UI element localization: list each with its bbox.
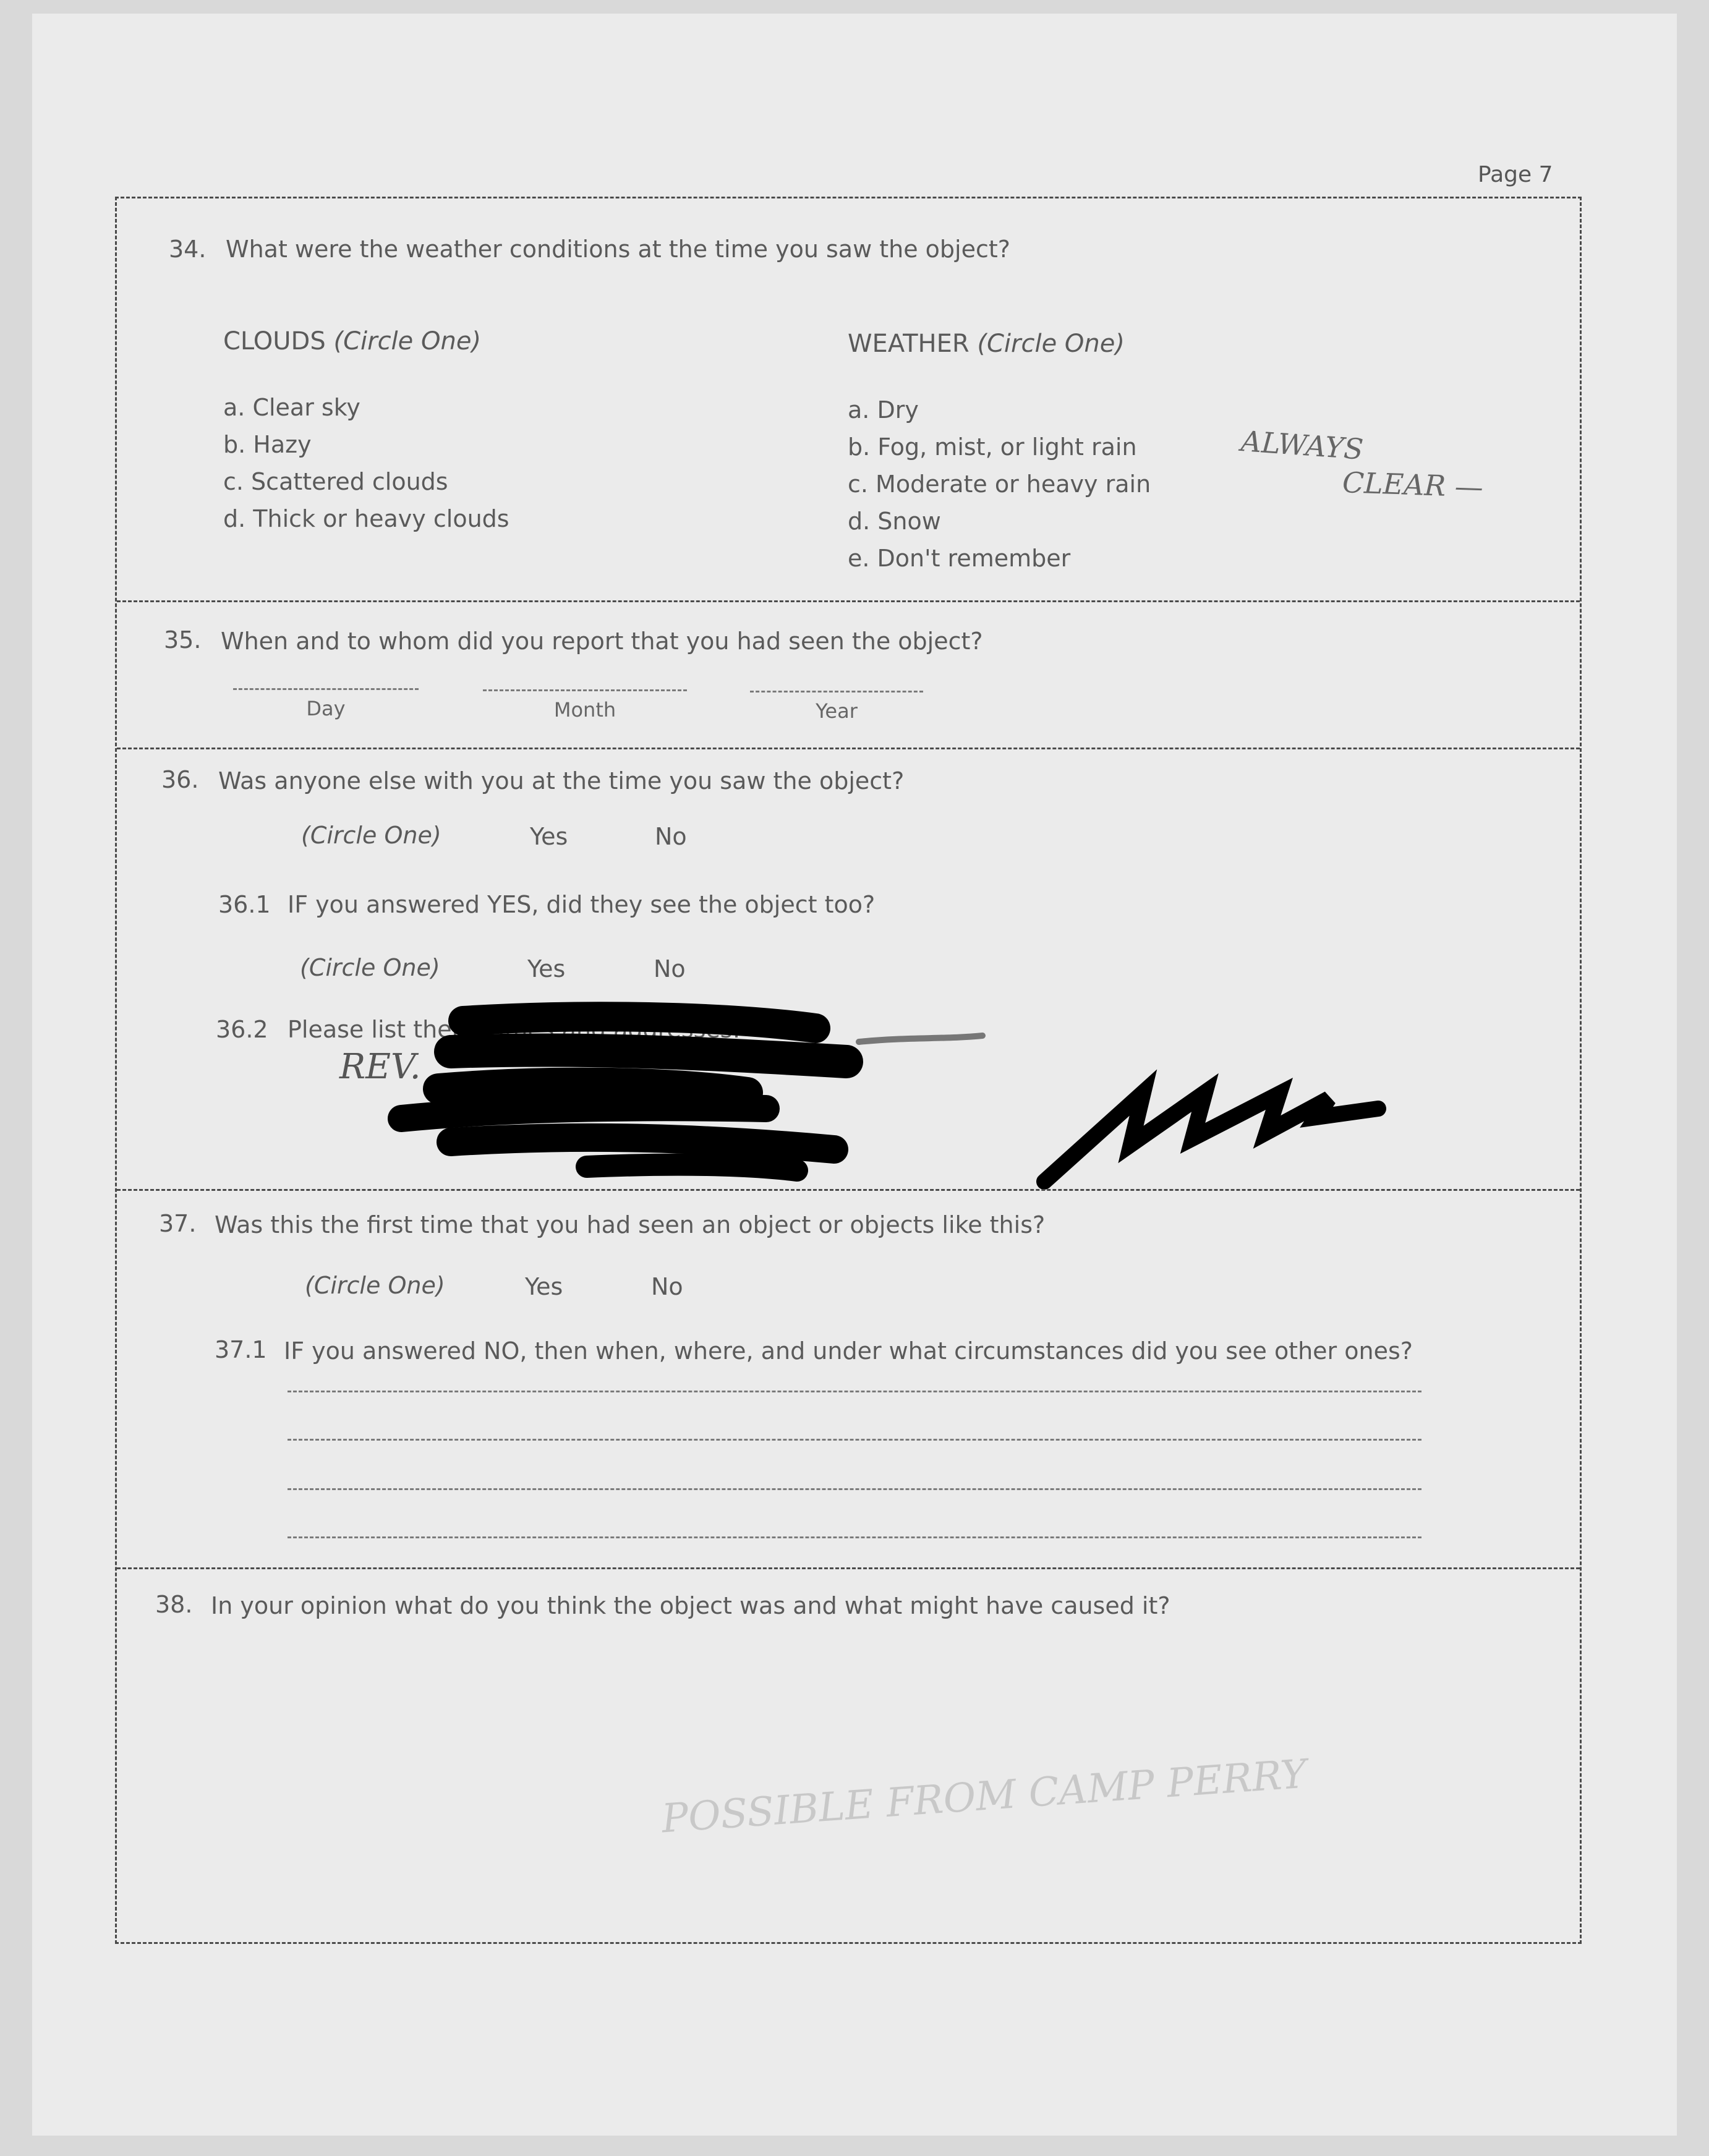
weather-option-c[interactable]: c. Moderate or heavy rain [848,471,1151,498]
q36-2-question: Please list their names and addresses: [288,1016,741,1043]
weather-heading: WEATHER (Circle One) [848,330,1125,358]
clouds-option-b[interactable]: b. Hazy [223,431,312,458]
q36-no-option[interactable]: No [655,823,687,850]
clouds-heading: CLOUDS (Circle One) [223,327,482,356]
q36-number: 36. [161,766,199,793]
q36-1-question: IF you answered YES, did they see the object too? [288,891,876,918]
day-label: Day [306,697,346,720]
q36-1-circle-one: (Circle One) [300,954,440,981]
weather-option-b[interactable]: b. Fog, mist, or light rain [848,433,1137,461]
year-label: Year [816,699,858,723]
page-number: Page 7 [1478,162,1553,187]
q36-1-yes-option[interactable]: Yes [527,955,566,982]
q36-1-no-option[interactable]: No [654,955,686,982]
section-divider [117,1567,1580,1569]
weather-option-a[interactable]: a. Dry [848,396,919,424]
handwritten-answer: POSSIBLE FROM CAMP PERRY [660,1751,1308,1843]
month-label: Month [553,698,616,722]
q36-1-number: 36.1 [218,891,271,918]
q37-number: 37. [159,1210,197,1237]
answer-line[interactable] [288,1488,1421,1490]
q36-2-number: 36.2 [216,1016,268,1043]
q34-question: What were the weather conditions at the time you saw the object? [226,236,1010,263]
q37-yes-option[interactable]: Yes [525,1273,563,1300]
q38-number: 38. [155,1591,193,1618]
clouds-option-c[interactable]: c. Scattered clouds [223,468,448,495]
answer-line[interactable] [288,1439,1421,1441]
weather-option-e[interactable]: e. Don't remember [848,545,1071,572]
q37-circle-one: (Circle One) [305,1272,445,1299]
section-divider [117,1189,1580,1191]
answer-line[interactable] [288,1391,1421,1392]
q37-1-number: 37.1 [215,1336,267,1363]
q37-1-question: IF you answered NO, then when, where, and under what circumstances did you see other ones? [284,1337,1413,1365]
q35-question: When and to whom did you report that you had seen the object? [221,628,983,655]
q35-number: 35. [164,626,202,654]
handwritten-clear: CLEAR — [1342,466,1484,504]
q37-no-option[interactable]: No [651,1273,683,1300]
q36-circle-one: (Circle One) [301,822,441,849]
q37-question: Was this the first time that you had seen an object or objects like this? [215,1211,1046,1238]
q36-question: Was anyone else with you at the time you saw the object? [218,767,905,795]
clouds-option-a[interactable]: a. Clear sky [223,394,360,421]
q36-yes-option[interactable]: Yes [530,823,568,850]
handwritten-rev: REV. [339,1047,421,1087]
handwritten-always: ALWAYS [1240,424,1365,466]
q38-question: In your opinion what do you think the object was and what might have caused it? [211,1592,1170,1619]
weather-option-d[interactable]: d. Snow [848,508,941,535]
clouds-option-d[interactable]: d. Thick or heavy clouds [223,505,509,532]
q34-number: 34. [169,236,207,263]
answer-line[interactable] [288,1536,1421,1538]
redaction-marks [117,198,1583,1250]
questionnaire-form [115,197,1582,1944]
